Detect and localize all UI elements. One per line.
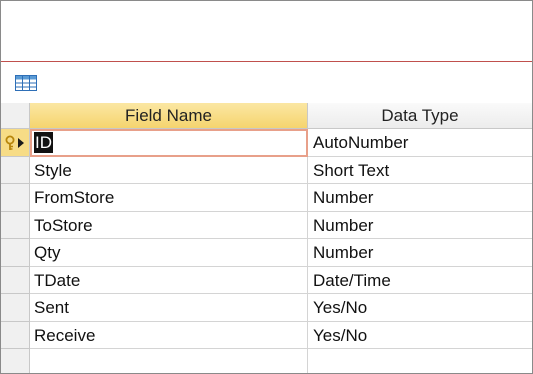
table-row[interactable] — [1, 212, 532, 240]
row-selector[interactable] — [1, 267, 30, 295]
field-design-grid — [1, 103, 532, 374]
data-type-cell[interactable]: Yes/No — [308, 322, 532, 350]
new-record-row[interactable] — [1, 349, 532, 374]
row-selector[interactable] — [1, 294, 30, 322]
field-name-cell[interactable] — [30, 349, 308, 374]
field-name-cell[interactable] — [30, 129, 308, 157]
field-name-header[interactable]: Field Name — [30, 103, 308, 129]
grid-rows — [1, 129, 532, 374]
data-type-cell[interactable]: Number — [308, 212, 532, 240]
header-selector[interactable] — [1, 103, 30, 129]
row-selector[interactable] — [1, 129, 30, 157]
row-selector[interactable] — [1, 184, 30, 212]
data-type-cell[interactable]: Date/Time — [308, 267, 532, 295]
document-tab-strip — [1, 62, 532, 100]
data-type-header[interactable]: Data Type — [308, 103, 532, 129]
data-type-cell[interactable]: AutoNumber — [308, 129, 532, 157]
table-row[interactable] — [1, 267, 532, 295]
field-name-cell[interactable]: ToStore — [30, 212, 308, 240]
field-name-cell[interactable]: Style — [30, 157, 308, 185]
data-type-cell[interactable]: Number — [308, 239, 532, 267]
data-type-cell[interactable] — [308, 349, 532, 374]
field-name-cell[interactable]: FromStore — [30, 184, 308, 212]
table-row[interactable] — [1, 322, 532, 350]
row-selector[interactable] — [1, 157, 30, 185]
field-name-cell[interactable]: Sent — [30, 294, 308, 322]
row-selector[interactable] — [1, 212, 30, 240]
row-selector[interactable] — [1, 239, 30, 267]
table-icon[interactable] — [15, 75, 37, 91]
row-selector[interactable] — [1, 349, 30, 374]
table-row[interactable] — [1, 239, 532, 267]
field-name-text[interactable]: ID — [35, 133, 52, 152]
ribbon-area — [1, 1, 532, 61]
data-type-cell[interactable]: Yes/No — [308, 294, 532, 322]
table-row[interactable] — [1, 129, 532, 157]
data-type-cell[interactable]: Short Text — [308, 157, 532, 185]
grid-header — [1, 103, 532, 129]
primary-key-icon — [5, 135, 27, 151]
field-name-cell[interactable]: Qty — [30, 239, 308, 267]
table-row[interactable] — [1, 184, 532, 212]
row-selector[interactable] — [1, 322, 30, 350]
table-row[interactable] — [1, 294, 532, 322]
data-type-cell[interactable]: Number — [308, 184, 532, 212]
table-row[interactable] — [1, 157, 532, 185]
field-name-cell[interactable]: Receive — [30, 322, 308, 350]
field-name-cell[interactable]: TDate — [30, 267, 308, 295]
